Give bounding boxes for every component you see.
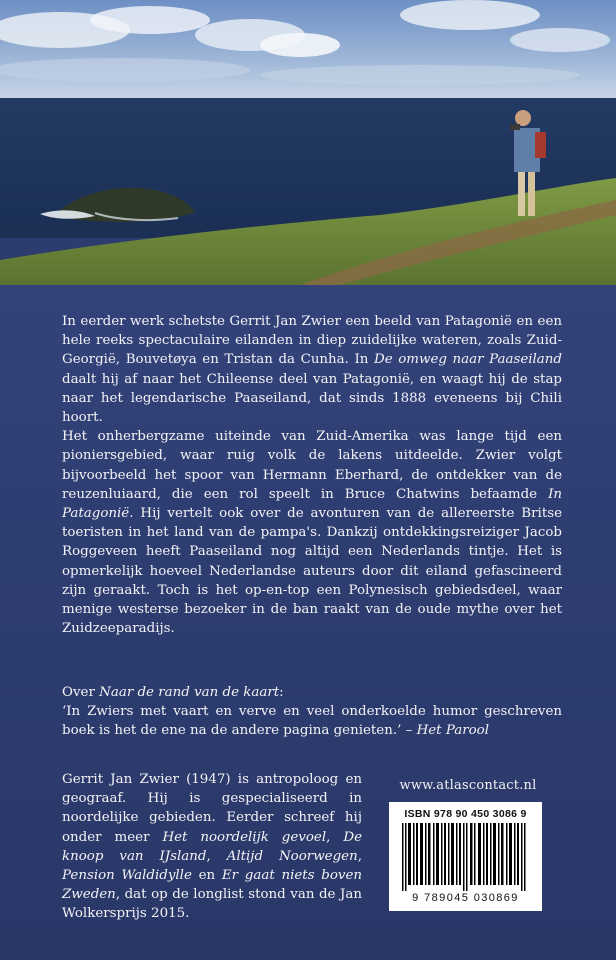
bio-text-a: Gerrit Jan Zwier (1947) is antropoloog en geograaf. Hij is gespecialiseerd in noordelijke gebieden. Eerder schreef hij onder meer [62,772,362,845]
bio-text-b: , dat op de longlist stond van de Jan Wolkersprijs 2015. [62,887,362,922]
blurb-p2-text-b: . Hij vertelt ook over de avonturen van de allereerste Britse toeristen in het land van de pampa's. Dankzij ontdekkingsreiziger Jacob Roggeveen heeft Paaseiland nog altijd een Nederlands tintje. Het is opmerkelijk hoeveel Nederlandse auteurs door dit eiland gefascineerd zijn geraakt. Toch is het op-en-top een Polynesisch gebiedsdeel, waar menige westerse bezoeker in de ban raakt van de oude mythe over het Zuidzeeparadijs. [62,506,562,637]
quote-intro-title: Naar de rand van de kaart [99,685,280,700]
author-bio [62,770,362,924]
bio-title-5: Er gaat niets boven Zweden [62,868,363,903]
bio-title-2: De knoop van IJsland [62,829,363,864]
bio-separator-1: , [326,829,344,845]
isbn-label: ISBN 978 90 450 3086 9 [404,808,527,820]
press-quote [62,683,562,741]
blurb-p2-book-title: In Patagonië [62,486,562,522]
publisher-website: www.atlascontact.nl [399,778,537,793]
blurb-p1-text-b: daalt hij af naar het Chileense deel van Patagonië, en waagt hij de stap naar het legendarische Paaseiland, dat sinds 1888 eveneens bij Chili hoort. [62,371,562,426]
quote-intro-prefix: Over [62,685,100,700]
blurb-p2-text-a: Het onherbergzame uiteinde van Zuid-Amerika was lange tijd een pioniersgebied, waar ruig volk de lakens uitdeelde. Zwier volgt bijvoorbeeld het spoor van Hermann Eberhard, de ontdekker van de reuzenluiaard, die een rol speelt in Bruce Chatwins befaamde [62,429,562,502]
quote-source: Het Parool [416,723,490,739]
cover-photo [0,0,616,285]
isbn-barcode [389,802,542,911]
bio-title-1: Het noordelijk gevoel [162,829,327,845]
quote-source-separator: – [401,723,417,739]
landscape-illustration [0,0,616,285]
quote-intro-suffix: : [279,685,284,700]
bio-separator-2: , [206,848,227,864]
bio-title-3: Altijd Noorwegen [226,848,358,864]
quote-intro [62,683,562,702]
blurb-paragraph-1 [62,312,562,427]
blurb-p1-text-a: In eerder werk schetste Gerrit Jan Zwier een beeld van Patagonië en een hele reeks spectaculaire eilanden in diep zuidelijke wateren, zoals Zuid-Georgië, Bouvetøya en Tristan da Cunha. In [62,314,562,368]
book-blurb [62,312,562,638]
blurb-paragraph-2 [62,427,562,638]
bio-separator-4: en [191,868,222,884]
barcode-digits: 9 789045 030869 [412,892,519,904]
bio-separator-3: , [357,848,362,864]
quote-body [62,702,562,740]
quote-text: ‘In Zwiers met vaart en verve en veel onderkoelde humor geschreven boek is het de ene na de andere pagina genieten.’ [62,704,562,739]
bio-title-4: Pension Waldidylle [62,868,192,884]
barcode-bars [402,823,529,891]
blurb-p1-book-title: De omweg naar Paaseiland [373,352,562,368]
